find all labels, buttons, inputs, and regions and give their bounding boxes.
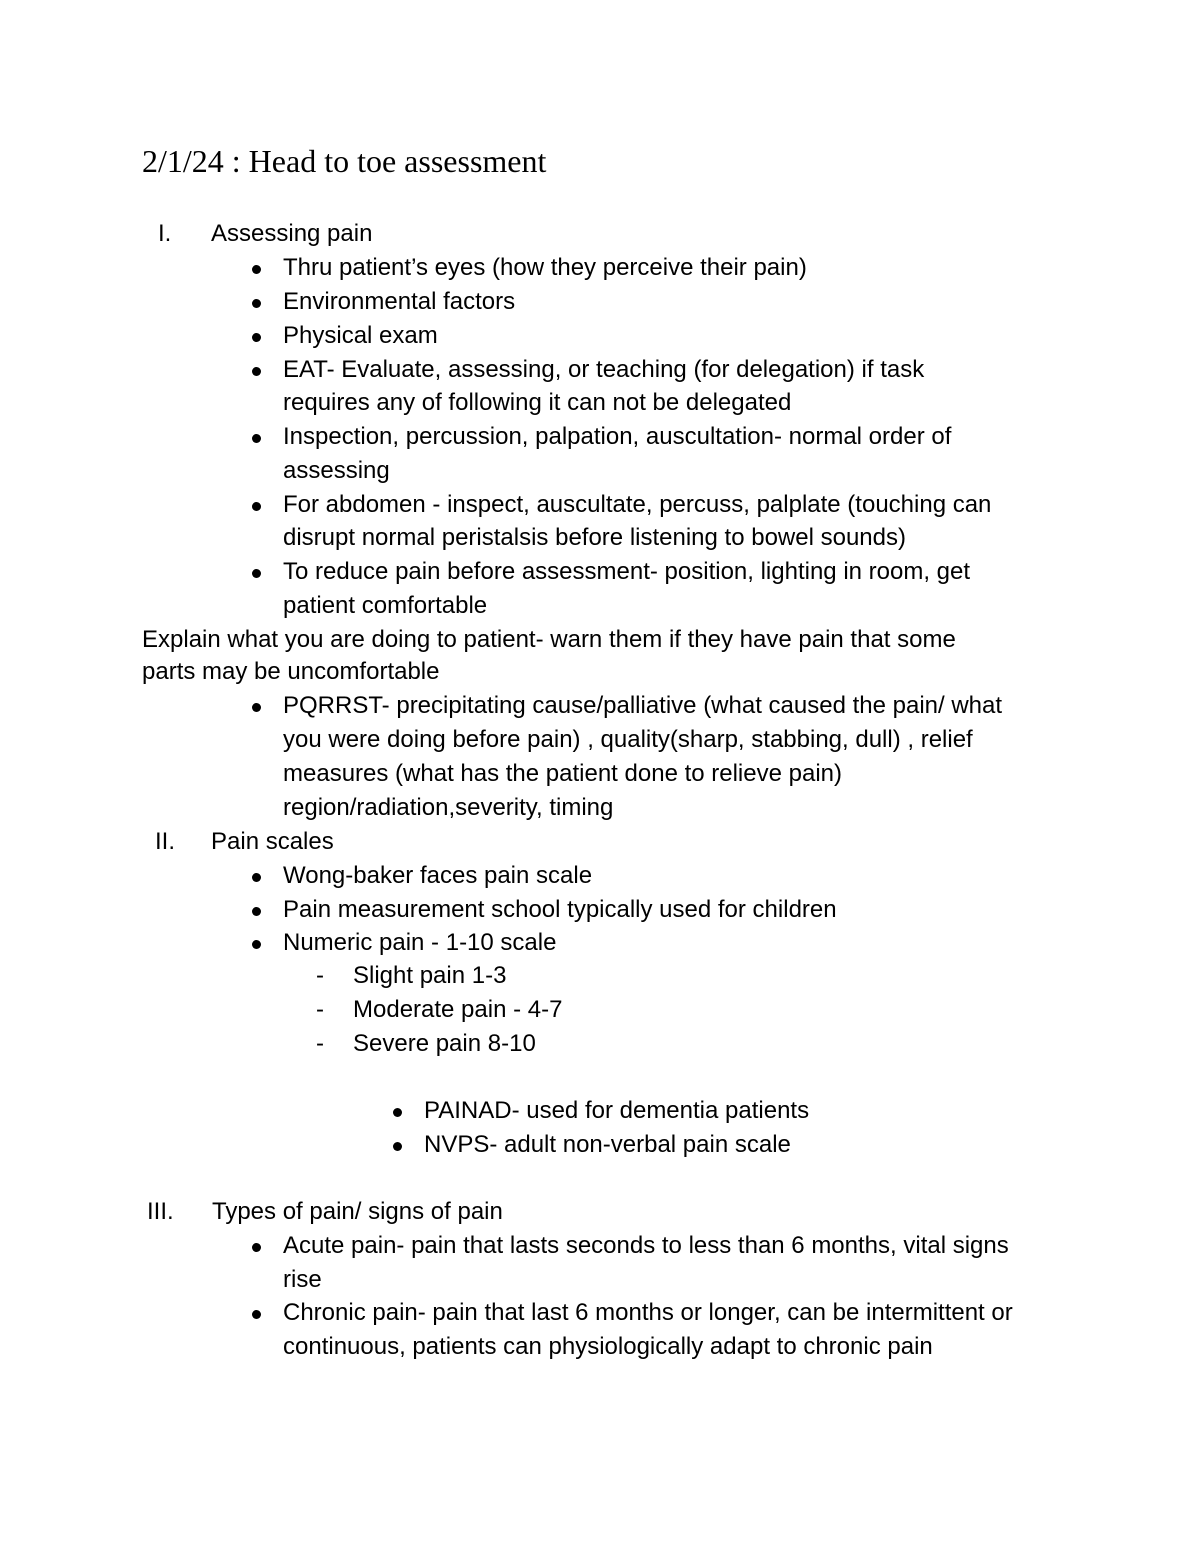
list-item-line: disrupt normal peristalsis before listening to bowel sounds)	[283, 524, 906, 551]
dash-icon: -	[316, 996, 324, 1023]
bullet-icon	[252, 1310, 261, 1319]
section-2-numeral: II.	[155, 828, 176, 855]
list-item-line: Numeric pain - 1-10 scale	[283, 929, 557, 956]
list-item-line: Physical exam	[283, 322, 438, 349]
list-item-line: Thru patient’s eyes (how they perceive their pain)	[283, 254, 807, 281]
list-item-line: measures (what has the patient done to relieve pain)	[283, 760, 842, 787]
bullet-icon	[252, 703, 261, 712]
list-item-line: Acute pain- pain that lasts seconds to less than 6 months, vital signs	[283, 1232, 1009, 1259]
dash-item: Slight pain 1-3	[353, 962, 507, 989]
list-item-line: rise	[283, 1266, 322, 1293]
list-item-line: To reduce pain before assessment- position, lighting in room, get	[283, 558, 971, 585]
list-item-line: Pain measurement school typically used for children	[283, 896, 837, 923]
bullet-icon	[252, 299, 261, 308]
section-2-heading: Pain scales	[211, 828, 334, 855]
list-item-line: assessing	[283, 457, 390, 484]
list-item-line: NVPS- adult non-verbal pain scale	[424, 1131, 791, 1158]
list-item-line: PQRRST- precipitating cause/palliative (what caused the pain/ what	[283, 692, 1003, 719]
page-title: 2/1/24 : Head to toe assessment	[142, 143, 547, 179]
list-item-line: region/radiation,severity, timing	[283, 794, 614, 821]
bullet-icon	[393, 1108, 402, 1117]
bullet-icon	[252, 940, 261, 949]
note-line: parts may be uncomfortable	[142, 658, 440, 685]
bullet-icon	[252, 434, 261, 443]
bullet-icon	[252, 907, 261, 916]
list-item-line: Wong-baker faces pain scale	[283, 862, 593, 889]
dash-icon: -	[316, 1030, 324, 1057]
bullet-icon	[393, 1142, 402, 1151]
list-item-line: For abdomen - inspect, auscultate, percuss, palplate (touching can	[283, 491, 992, 518]
bullet-icon	[252, 265, 261, 274]
bullet-icon	[252, 873, 261, 882]
dash-item: Severe pain 8-10	[353, 1030, 536, 1057]
list-item-line: patient comfortable	[283, 592, 488, 619]
list-item-line: Environmental factors	[283, 288, 516, 315]
section-1-heading: Assessing pain	[211, 220, 373, 247]
bullet-icon	[252, 502, 261, 511]
list-item-line: PAINAD- used for dementia patients	[424, 1097, 810, 1124]
list-item-line: EAT- Evaluate, assessing, or teaching (for delegation) if task	[283, 356, 925, 383]
list-item-line: continuous, patients can physiologically adapt to chronic pain	[283, 1333, 933, 1360]
section-3-numeral: III.	[147, 1198, 174, 1225]
list-item-line: Inspection, percussion, palpation, auscultation- normal order of	[283, 423, 952, 450]
list-item-line: you were doing before pain) , quality(sharp, stabbing, dull) , relief	[283, 726, 973, 753]
bullet-icon	[252, 1243, 261, 1252]
bullet-icon	[252, 569, 261, 578]
list-item-line: requires any of following it can not be delegated	[283, 389, 792, 416]
section-3-heading: Types of pain/ signs of pain	[212, 1198, 503, 1225]
bullet-icon	[252, 367, 261, 376]
note-line: Explain what you are doing to patient- warn them if they have pain that some	[142, 626, 956, 653]
dash-item: Moderate pain - 4-7	[353, 996, 563, 1023]
bullet-icon	[252, 333, 261, 342]
list-item-line: Chronic pain- pain that last 6 months or longer, can be intermittent or	[283, 1299, 1013, 1326]
section-1-numeral: I.	[158, 220, 172, 247]
dash-icon: -	[316, 962, 324, 989]
